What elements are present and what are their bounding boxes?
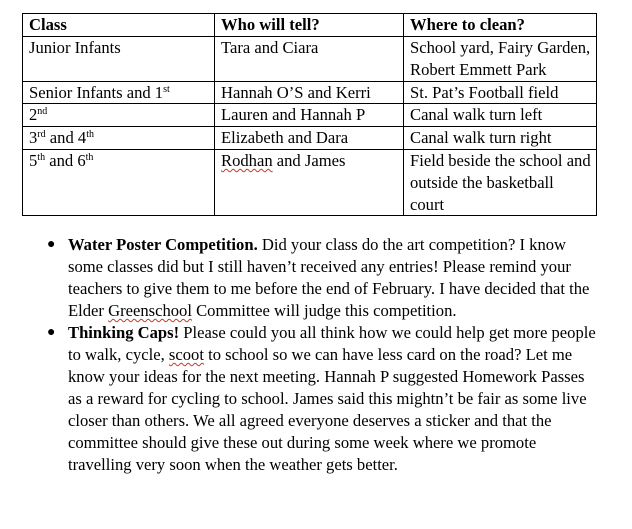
where-cell: Field beside the school and outside the basketball court [404,149,597,215]
spellcheck-word: scoot [168,345,204,364]
ordinal-suffix: th [37,151,46,163]
item-heading: Water Poster Competition. [68,235,258,254]
table-row [23,127,597,150]
bullet-list [47,234,598,476]
item-text: Committee will judge this competition. [191,301,457,320]
class-cell: Junior Infants [23,37,215,82]
table-row [23,149,597,215]
bullet-icon: ● [47,325,56,340]
bullet-icon: ● [47,237,56,252]
ordinal-suffix: nd [37,106,48,118]
ordinal-suffix: th [85,151,94,163]
ordinal-suffix: th [86,129,94,141]
class-text: and 6 [45,150,86,170]
list-item [47,234,598,322]
class-text: Senior Infants and 1 [29,82,164,102]
class-cell [23,127,215,150]
header-where: Where to clean? [404,14,597,37]
class-text: 2 [29,105,38,125]
ordinal-suffix: st [163,83,170,95]
list-item [47,322,598,476]
item-text: Did your class do the art competition? I know some classes did but I still haven’t received any entries! Please remind your teachers to give them to me before the end of February. I have decided that the Elder [68,235,590,320]
who-cell: Elizabeth and Dara [215,127,404,150]
class-text: 5 [29,150,38,170]
item-text: to school so we can have less card on the road? Let me know your ideas for the next meeting. Hannah P suggested Homework Passes as a reward for cycling to school. James said this mightn’t be fair as some live closer than others. We all agreed everyone deserves a sticker and that the committee should give these out during some week where we promote travelling very soon when the weather gets better. [68,345,587,474]
header-class: Class [23,14,215,37]
where-cell: Canal walk turn right [404,127,597,150]
class-cell [23,149,215,215]
table-row [23,81,597,104]
where-cell: Canal walk turn left [404,104,597,127]
where-cell: School yard, Fairy Garden, Robert Emmett Park [404,37,597,82]
cleaning-schedule-table [22,13,597,216]
item-text: Please could you all think how we could help get more people to walk, cycle, [68,323,596,364]
class-cell [23,104,215,127]
class-cell [23,81,215,104]
class-text: and 4 [45,128,87,148]
who-cell: Lauren and Hannah P [215,104,404,127]
header-who: Who will tell? [215,14,404,37]
table-row [23,104,597,127]
who-cell: Hannah O’S and Kerri [215,81,404,104]
item-heading: Thinking Caps! [68,323,180,342]
table-row [23,37,597,82]
who-text: and James [272,150,346,170]
who-cell [215,149,404,215]
where-cell: St. Pat’s Football field [404,81,597,104]
class-text: 3 [29,128,38,148]
spellcheck-word: Rodhan [221,150,273,170]
table-header-row [23,14,597,37]
who-cell: Tara and Ciara [215,37,404,82]
spellcheck-word: Greenschool [108,301,192,320]
ordinal-suffix: rd [37,129,46,141]
